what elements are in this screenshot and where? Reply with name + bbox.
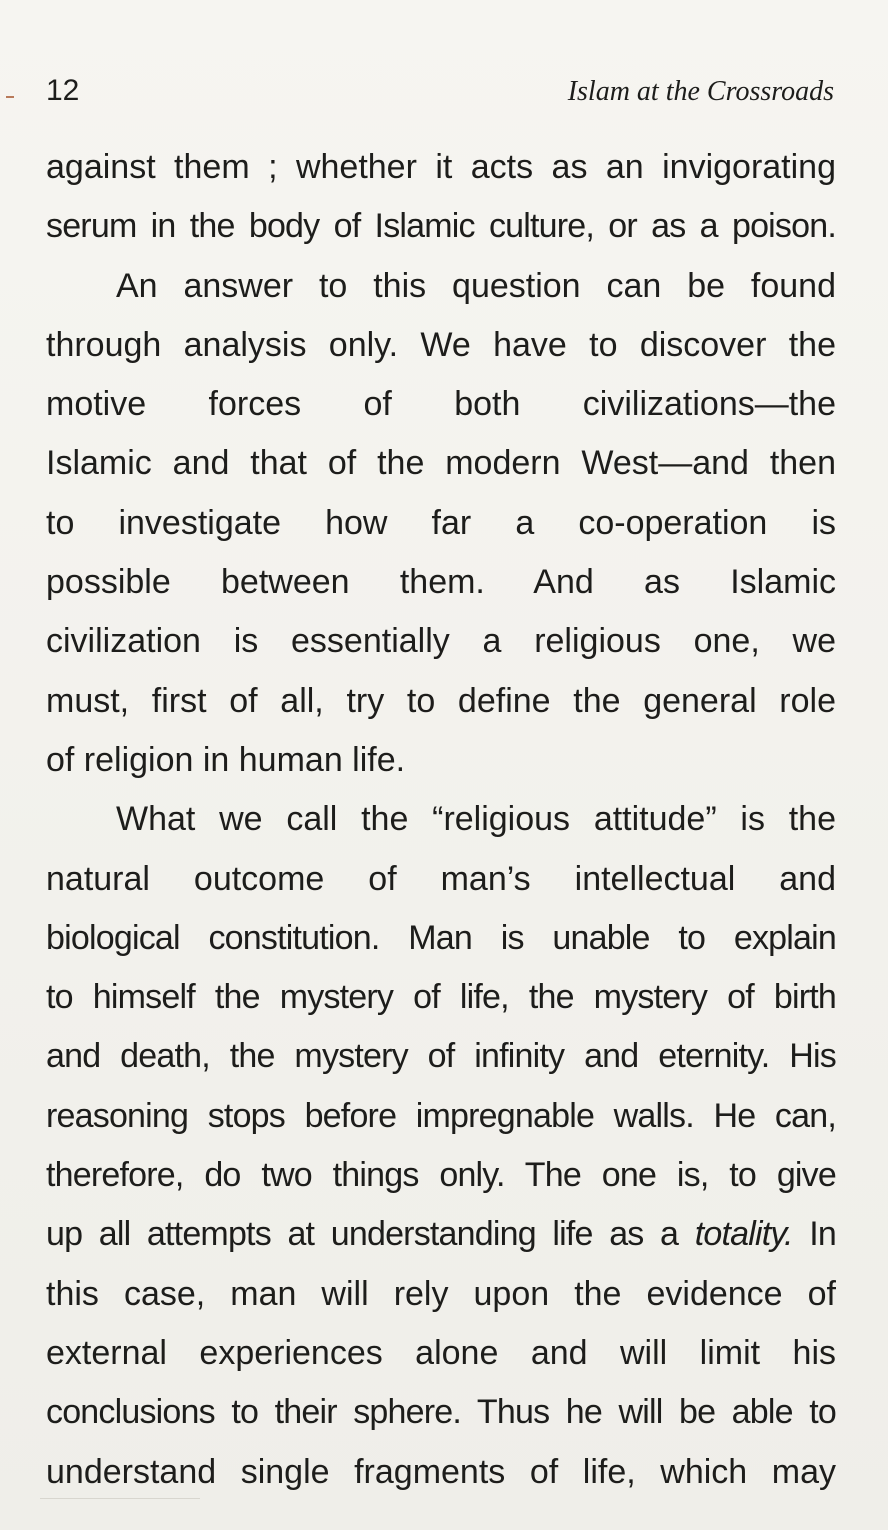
margin-mark [6, 96, 14, 98]
emphasized-word: totality. [694, 1215, 793, 1254]
text-line: biological constitution. Man is unable to explain [46, 918, 836, 957]
text-line: understand single fragments of life, which may [46, 1452, 836, 1491]
text-line: Islamic and that of the modern West—and then [46, 444, 836, 483]
running-title: Islam at the Crossroads [567, 76, 834, 107]
text-line: to himself the mystery of life, the mystery of birth [46, 978, 836, 1017]
paragraph-last-line: of religion in human life. [46, 740, 406, 779]
paragraph-first-line: What we call the “religious attitude” is the [116, 800, 836, 839]
text-line: and death, the mystery of infinity and eternity. His [46, 1037, 836, 1076]
paragraph-first-line: An answer to this question can be found [116, 266, 836, 305]
text-line: motive forces of both civilizations—the [46, 385, 836, 424]
text-line: external experiences alone and will limit his [46, 1333, 836, 1372]
text-run: up all attempts at understanding life as a [46, 1215, 695, 1254]
text-line: against them ; whether it acts as an invigorating [46, 148, 836, 186]
text-line: possible between them. And as Islamic [46, 563, 836, 602]
text-line: conclusions to their sphere. Thus he will be able to [46, 1393, 836, 1432]
text-line: through analysis only. We have to discover the [46, 325, 836, 364]
text-line: natural outcome of man’s intellectual and [46, 859, 836, 898]
page-number: 12 [46, 74, 80, 107]
body-text [46, 138, 836, 1502]
text-line: therefore, do two things only. The one is, to give [46, 1156, 836, 1195]
text-line: must, first of all, try to define the general role [46, 681, 836, 720]
text-line: this case, man will rely upon the evidence of [46, 1274, 836, 1313]
text-line: civilization is essentially a religious one, we [46, 622, 836, 661]
text-line: reasoning stops before impregnable walls. He can, [46, 1096, 836, 1135]
text-line: serum in the body of Islamic culture, or as a poison. [46, 207, 836, 246]
page-header [46, 74, 834, 114]
text-run: In [792, 1215, 836, 1254]
page-edge-shadow [40, 1498, 200, 1499]
text-line: to investigate how far a co-operation is [46, 503, 836, 542]
text-line-with-emphasis [46, 1205, 836, 1264]
